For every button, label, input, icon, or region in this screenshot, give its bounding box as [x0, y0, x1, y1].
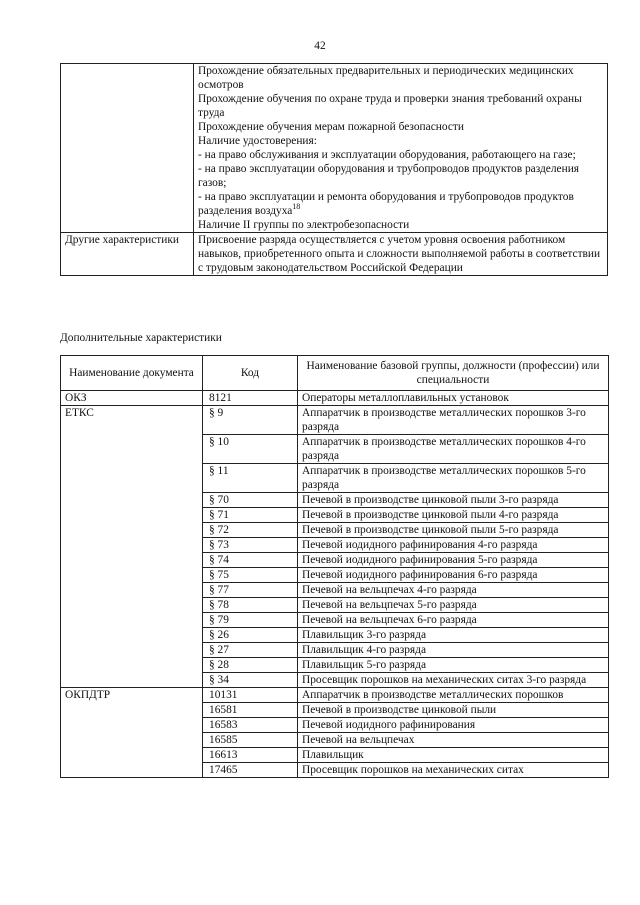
row-text: Присвоение разряда осуществляется с учетом уровня освоения работником навыков, приобретенного опыта и сложности выполняемой работы в соответствии с трудовым законодательством Российской Федерации [194, 233, 608, 276]
requirements-cell [194, 64, 608, 233]
code-cell: § 28 [203, 658, 298, 673]
code-cell: § 74 [203, 553, 298, 568]
requirements-table [60, 63, 608, 276]
table-row [61, 406, 609, 435]
extra-characteristics-table [60, 355, 609, 778]
title-cell: Плавильщик 4-го разряда [298, 643, 609, 658]
code-cell: § 70 [203, 493, 298, 508]
title-cell: Аппаратчик в производстве металлических порошков 4-го разряда [298, 435, 609, 464]
title-cell: Плавильщик 3-го разряда [298, 628, 609, 643]
document-cell: ЕТКС [61, 406, 203, 688]
header-title: Наименование базовой группы, должности (профессии) или специальности [298, 356, 609, 391]
list-item: Прохождение обучения мерам пожарной безопасности [198, 121, 464, 133]
list-item: - на право обслуживания и эксплуатации оборудования, работающего на газе; [198, 149, 576, 161]
list-item-text: - на право эксплуатации и ремонта оборудования и трубопроводов продуктов разделения воздуха [198, 191, 574, 217]
code-cell: 16613 [203, 748, 298, 763]
title-cell: Печевой иодидного рафинирования 6-го разряда [298, 568, 609, 583]
list-item: Наличие удостоверения: [198, 135, 317, 147]
title-cell: Операторы металлоплавильных установок [298, 391, 609, 406]
code-cell: § 26 [203, 628, 298, 643]
code-cell: 10131 [203, 688, 298, 703]
title-cell: Аппаратчик в производстве металлических порошков [298, 688, 609, 703]
title-cell: Печевой иодидного рафинирования 5-го разряда [298, 553, 609, 568]
list-item: Прохождение обязательных предварительных и периодических медицинских осмотров [198, 65, 574, 91]
header-document: Наименование документа [61, 356, 203, 391]
document-cell: ОКПДТР [61, 688, 203, 778]
page-number: 42 [314, 40, 326, 52]
title-cell: Печевой в производстве цинковой пыли 4-го разряда [298, 508, 609, 523]
title-cell: Печевой на вельцпечах [298, 733, 609, 748]
title-cell: Печевой в производстве цинковой пыли [298, 703, 609, 718]
code-cell: § 34 [203, 673, 298, 688]
title-cell: Плавильщик 5-го разряда [298, 658, 609, 673]
table-row [61, 391, 609, 406]
list-item: - на право эксплуатации оборудования и трубопроводов продуктов разделения газов; [198, 163, 580, 189]
title-cell: Печевой на вельцпечах 4-го разряда [298, 583, 609, 598]
title-cell: Печевой на вельцпечах 5-го разряда [298, 598, 609, 613]
title-cell: Печевой в производстве цинковой пыли 3-го разряда [298, 493, 609, 508]
code-cell: § 71 [203, 508, 298, 523]
list-item: Прохождение обучения по охране труда и проверки знания требований охраны труда [198, 93, 582, 119]
title-cell: Аппаратчик в производстве металлических порошков 5-го разряда [298, 464, 609, 493]
code-cell: § 75 [203, 568, 298, 583]
title-cell: Печевой в производстве цинковой пыли 5-го разряда [298, 523, 609, 538]
code-cell: § 27 [203, 643, 298, 658]
code-cell: 16583 [203, 718, 298, 733]
code-cell: 16581 [203, 703, 298, 718]
title-cell: Просевщик порошков на механических ситах 3-го разряда [298, 673, 609, 688]
code-cell: § 79 [203, 613, 298, 628]
title-cell: Печевой иодидного рафинирования 4-го разряда [298, 538, 609, 553]
header-row [61, 356, 609, 391]
code-cell: § 77 [203, 583, 298, 598]
code-cell: § 72 [203, 523, 298, 538]
table-row [61, 233, 608, 276]
code-cell: 17465 [203, 763, 298, 778]
title-cell: Аппаратчик в производстве металлических порошков 3-го разряда [298, 406, 609, 435]
empty-cell [61, 64, 194, 233]
document-cell: ОКЗ [61, 391, 203, 406]
table-row [61, 64, 608, 233]
code-cell: § 9 [203, 406, 298, 435]
code-cell: § 73 [203, 538, 298, 553]
title-cell: Печевой на вельцпечах 6-го разряда [298, 613, 609, 628]
code-cell: 16585 [203, 733, 298, 748]
title-cell: Просевщик порошков на механических ситах [298, 763, 609, 778]
header-code: Код [203, 356, 298, 391]
code-cell: § 11 [203, 464, 298, 493]
code-cell: 8121 [203, 391, 298, 406]
title-cell: Плавильщик [298, 748, 609, 763]
footnote-mark: 18 [292, 202, 301, 212]
title-cell: Печевой иодидного рафинирования [298, 718, 609, 733]
list-item [198, 190, 603, 218]
list-item: Наличие II группы по электробезопасности [198, 219, 410, 231]
table-row [61, 688, 609, 703]
code-cell: § 78 [203, 598, 298, 613]
row-label: Другие характеристики [61, 233, 194, 276]
code-cell: § 10 [203, 435, 298, 464]
section-title: Дополнительные характеристики [60, 332, 222, 344]
